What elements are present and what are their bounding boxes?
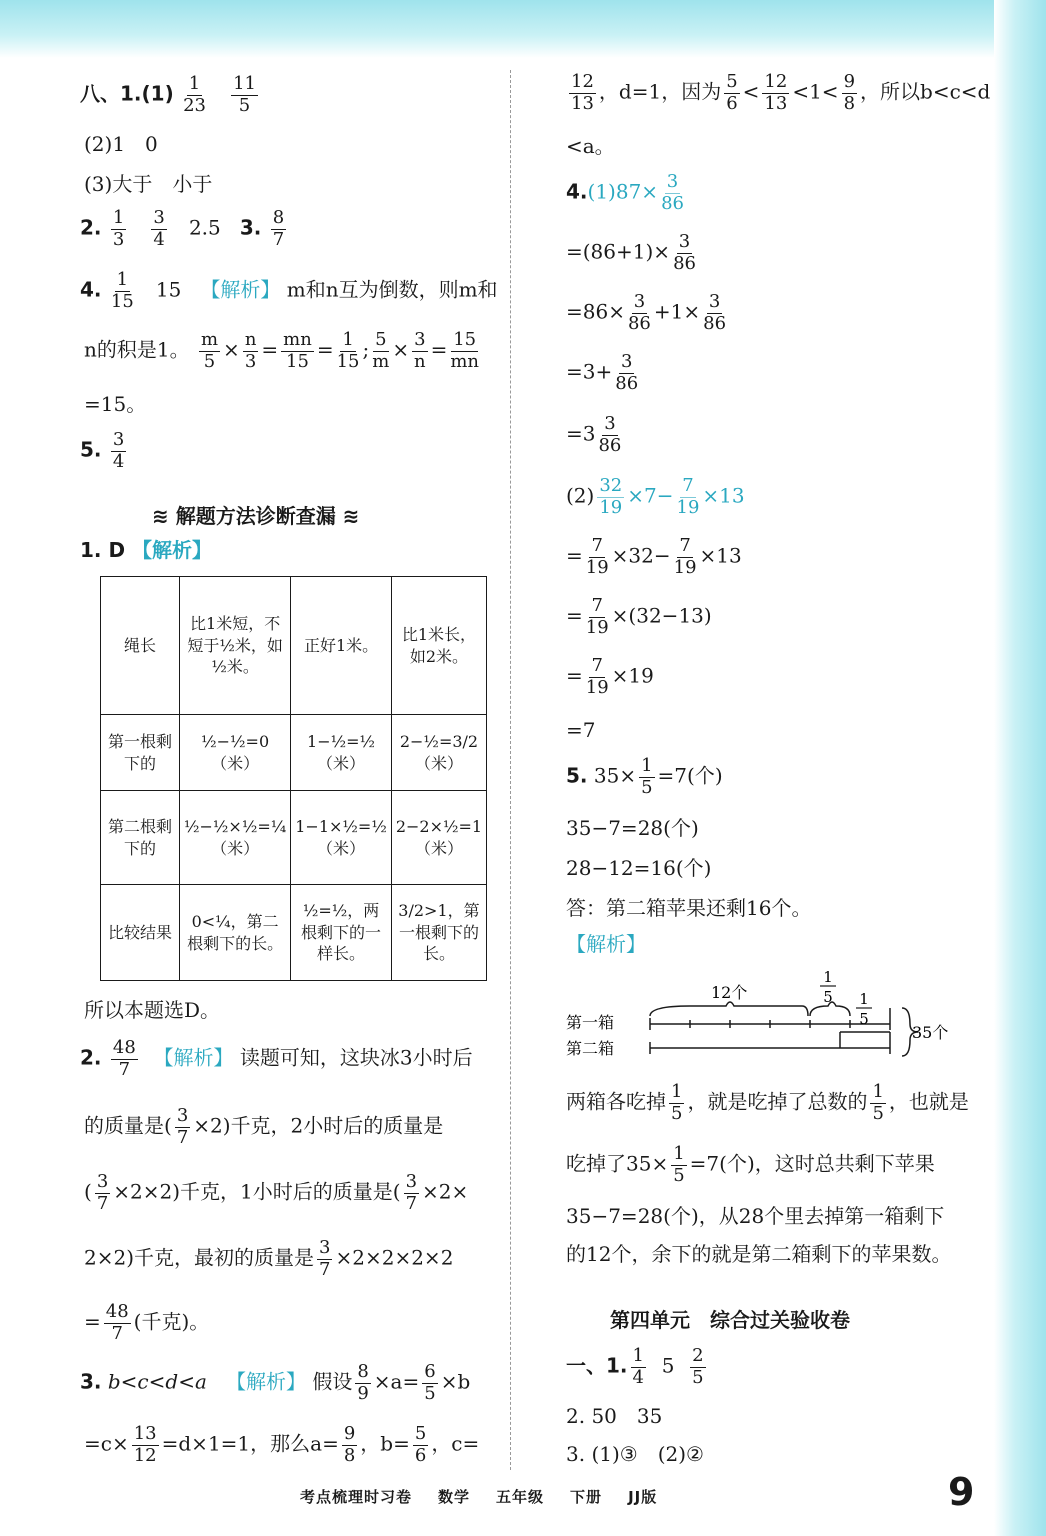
r-cont-2: <a。 <box>566 134 615 158</box>
r5-answer: 答：第二箱苹果还剩16个。 <box>566 896 812 920</box>
right-wave-border <box>994 0 1046 1536</box>
d2: 2. $\frac{48}{7}$ 【解析】 读题可知，这块冰3小时后 <box>80 1037 473 1080</box>
svg-text:5: 5 <box>859 1010 869 1028</box>
q8-1-1: 八、1.(1) $\frac{1}{23}$ $\frac{11}{5}$ <box>80 73 256 116</box>
top-wave-border <box>0 0 1046 58</box>
q8-5: 5. $\frac{3}{4}$ <box>80 429 125 472</box>
r4-e7: = $\frac{7}{19}$ ×(32−13) <box>566 595 712 638</box>
frac: $\frac{1}{23}$ <box>183 73 206 116</box>
table-cell: 正好1米。 <box>291 577 392 715</box>
svg-text:第一箱: 第一箱 <box>566 1013 615 1032</box>
d2-line3: ( $\frac{3}{7}$ ×2×2)千克，1小时后的质量是( $\frac{3}{7}$ ×2× <box>84 1171 469 1214</box>
r4-1: 4.(1)87× $\frac{3}{86}$ <box>566 171 684 214</box>
page-footer: 考点梳理时习卷 数学 五年级 下册 JJ版 <box>300 1488 658 1506</box>
svg-text:1: 1 <box>859 990 869 1008</box>
r4-e4: =3 $\frac{3}{86}$ <box>566 413 622 456</box>
r5-expl-3: 35−7=28(个)，从28个里去掉第一箱剩下 <box>566 1204 945 1228</box>
table-cell: 1−1×½=½（米） <box>291 791 392 885</box>
u2: 2. 50 35 <box>566 1404 663 1428</box>
table-cell: 3/2>1，第一根剩下的长。 <box>391 885 486 981</box>
q8-4-line3: =15。 <box>84 392 147 416</box>
table-cell: ½=½，两根剩下的一样长。 <box>291 885 392 981</box>
table-cell: 比1米短，不短于½米，如½米。 <box>180 577 291 715</box>
svg-text:第二箱: 第二箱 <box>566 1039 615 1058</box>
table-cell: 第二根剩下的 <box>101 791 180 885</box>
analysis-tag: 【解析】 <box>566 932 646 956</box>
d2-line4: 2×2)千克，最初的质量是 $\frac{3}{7}$ ×2×2×2×2 <box>84 1237 454 1280</box>
svg-text:1: 1 <box>823 968 833 986</box>
d1: 1. D 【解析】 <box>80 538 213 562</box>
section-heading-unit4: 第四单元 综合过关验收卷 <box>610 1308 850 1332</box>
section-heading-diagnosis: ≋ 解题方法诊断查漏 ≋ <box>152 504 360 528</box>
r4-2: (2) $\frac{32}{19}$ ×7− $\frac{7}{19}$ ×13 <box>566 475 745 518</box>
q8-1-2: (2)1 0 <box>84 132 158 156</box>
q8-4-line2: n的积是1。 $\frac{m}{5}$ × $\frac{n}{3}$ = $\frac{mn}{15}$ = $\frac{1}{15}$ ; $\frac{5}{m}$ × $\frac{3}{n}$ = $\frac{15}{mn}$ <box>84 329 479 372</box>
d3-line2: =c× $\frac{13}{12}$ =d×1=1，那么a= $\frac{9}{8}$ ，b= $\frac{5}{6}$ ，c= <box>84 1423 480 1466</box>
r5: 5. 35× $\frac{1}{5}$ =7(个) <box>566 755 723 798</box>
u1: 一、1. $\frac{1}{4}$ 5 $\frac{2}{5}$ <box>566 1345 704 1388</box>
table-cell: 0<¼，第二根剩下的长。 <box>180 885 291 981</box>
table-cell: 比较结果 <box>101 885 180 981</box>
analysis-tag: 【解析】 <box>200 277 281 302</box>
page-number: 9 <box>948 1470 975 1514</box>
r5-expl-4: 的12个，余下的就是第二箱剩下的苹果数。 <box>566 1242 952 1266</box>
apple-box-diagram <box>566 968 986 1083</box>
svg-text:12个: 12个 <box>711 983 748 1002</box>
table-cell: 1−½=½（米） <box>291 715 392 791</box>
r5-expl-1: 两箱各吃掉 $\frac{1}{5}$ ，就是吃掉了总数的 $\frac{1}{5}$ ，也就是 <box>566 1081 969 1124</box>
table-cell: 2−½=3/2（米） <box>391 715 486 791</box>
u3: 3. (1)③ (2)② <box>566 1442 704 1466</box>
line-segment-diagram <box>566 968 986 1078</box>
frac: $\frac{11}{5}$ <box>233 73 256 116</box>
r5-2: 35−7=28(个) <box>566 816 699 840</box>
table-cell: 第一根剩下的 <box>101 715 180 791</box>
svg-text:35个: 35个 <box>912 1023 949 1042</box>
r4-e2: =86× $\frac{3}{86}$ +1× $\frac{3}{86}$ <box>566 291 727 334</box>
table-cell: 2−2×½=1（米） <box>391 791 486 885</box>
d3: 3. b<c<d<a 【解析】 假设 $\frac{8}{9}$ ×a= $\frac{6}{5}$ ×b <box>80 1361 471 1404</box>
d1-conclusion: 所以本题选D。 <box>84 998 221 1022</box>
d2-line5: = $\frac{48}{7}$ (千克)。 <box>84 1301 210 1344</box>
r4-e1: =(86+1)× $\frac{3}{86}$ <box>566 231 696 274</box>
table-cell: ½−½=0（米） <box>180 715 291 791</box>
d2-line2: 的质量是( $\frac{3}{7}$ ×2)千克，2小时后的质量是 <box>84 1105 444 1148</box>
table-cell: ½−½×½=¼（米） <box>180 791 291 885</box>
q8-1-3: (3)大于 小于 <box>84 172 213 196</box>
rope-table <box>100 576 487 981</box>
r5-3: 28−12=16(个) <box>566 856 712 880</box>
brace-12 <box>650 1002 808 1016</box>
r4-e9: =7 <box>566 718 596 742</box>
table-cell: 绳长 <box>101 577 180 715</box>
column-divider <box>510 70 511 1470</box>
r4-e8: = $\frac{7}{19}$ ×19 <box>566 655 654 698</box>
svg-text:5: 5 <box>823 988 833 1006</box>
r5-expl-2: 吃掉了35× $\frac{1}{5}$ =7(个)，这时总共剩下苹果 <box>566 1143 935 1186</box>
r-cont-1: $\frac{12}{13}$ ，d=1，因为 $\frac{5}{6}$ < $\frac{12}{13}$ <1< $\frac{9}{8}$ ，所以b<c<d <box>571 71 991 114</box>
r4-e3: =3+ $\frac{3}{86}$ <box>566 351 639 394</box>
table-cell: 比1米长，如2米。 <box>391 577 486 715</box>
r4-e6: = $\frac{7}{19}$ ×32− $\frac{7}{19}$ ×13 <box>566 535 742 578</box>
q8-2-3: 2. $\frac{1}{3}$ $\frac{3}{4}$ 2.5 3. $\frac{8}{7}$ <box>80 207 285 250</box>
q8-4: 4. $\frac{1}{15}$ 15 【解析】 m和n互为倒数，则m和 <box>80 269 498 312</box>
